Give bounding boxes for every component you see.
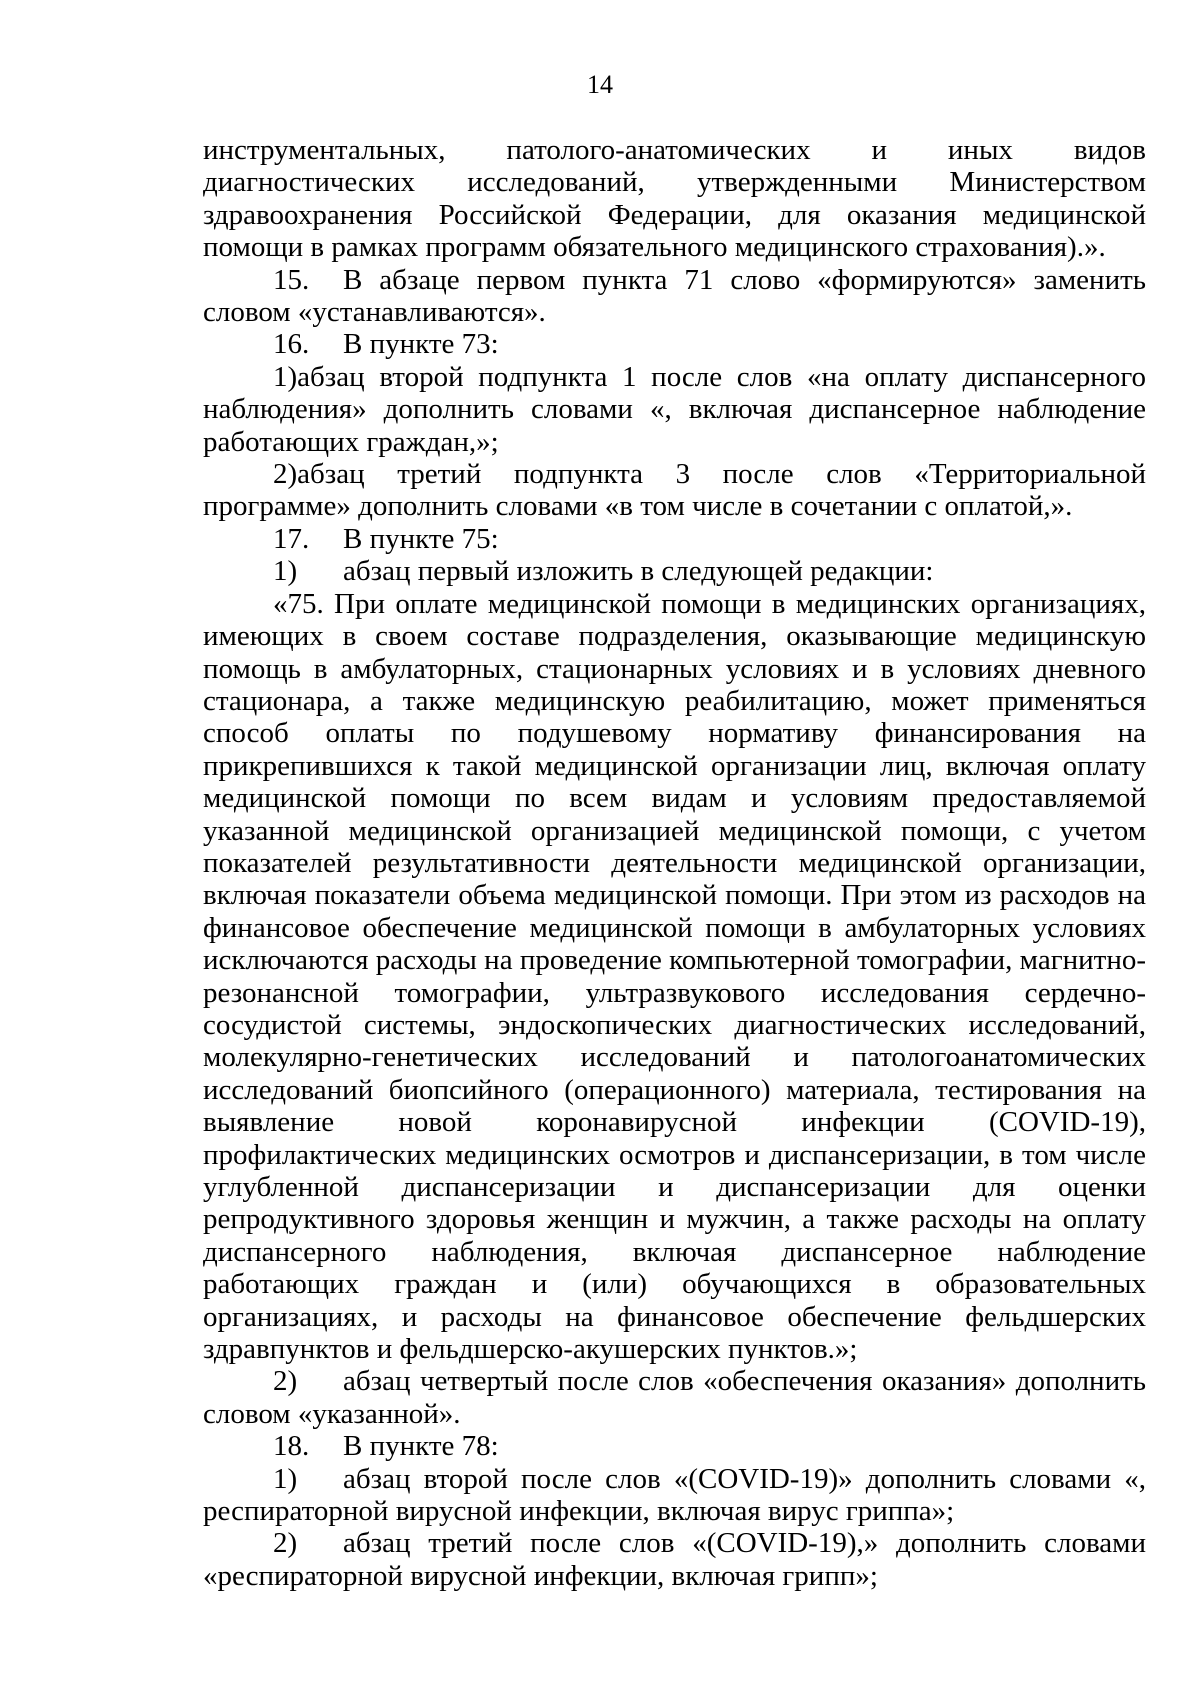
subparagraph-text: абзац третий подпункта 3 после слов «Территориальной программе» дополнить словами «в том числе в сочетании с оплатой,». bbox=[203, 458, 1146, 523]
subparagraph-number: 2) bbox=[273, 1527, 298, 1560]
subparagraph-17-1 bbox=[203, 555, 1146, 587]
paragraph-18 bbox=[203, 1430, 1146, 1462]
subparagraph-17-2 bbox=[203, 1365, 1146, 1430]
subparagraph-text: абзац второй после слов «(COVID-19)» дополнить словами «, респираторной вирусной инфекции, включая вирус гриппа»; bbox=[203, 1462, 1146, 1528]
paragraph-16 bbox=[203, 328, 1146, 360]
paragraph-text: В пункте 73: bbox=[343, 328, 499, 361]
subparagraph-16-2 bbox=[203, 458, 1146, 523]
subparagraph-text: абзац четвертый после слов «обеспечения оказания» дополнить словом «указанной». bbox=[203, 1365, 1146, 1430]
subparagraph-16-1 bbox=[203, 361, 1146, 458]
subparagraph-text: абзац второй подпункта 1 после слов «на оплату диспансерного наблюдения» дополнить словами «, включая диспансерное наблюдение работающих граждан,»; bbox=[203, 360, 1146, 458]
paragraph-number: 15. bbox=[273, 263, 310, 296]
paragraph-number: 16. bbox=[273, 328, 310, 361]
paragraph-75-new-wording: «75. При оплате медицинской помощи в медицинских организациях, имеющих в своем составе подразделения, оказывающие медицинскую помощь в амбулаторных, стационарных условиях и в условиях дневного стационара, а также медицинскую реабилитацию, может применяться способ оплаты по подушевому нормативу финансирования на прикрепившихся к такой медицинской организации лиц, включая оплату медицинской помощи по всем видам и условиям предоставляемой указанной медицинской организацией медицинской помощи, с учетом показателей результативности деятельности медицинской организации, включая показатели объема медицинской помощи. При этом из расходов на финансовое обеспечение медицинской помощи в амбулаторных условиях исключаются расходы на проведение компьютерной томографии, магнитно-резонансной томографии, ультразвукового исследования сердечно-сосудистой системы, эндоскопических диагностических исследований, молекулярно-генетических исследований и патологоанатомических исследований биопсийного (операционного) материала, тестирования на выявление новой коронавирусной инфекции (COVID-19), профилактических медицинских осмотров и диспансеризации, в том числе углубленной диспансеризации и диспансеризации для оценки репродуктивного здоровья женщин и мужчин, а также расходы на оплату диспансерного наблюдения, включая диспансерное наблюдение работающих граждан и (или) обучающихся в образовательных организациях, и расходы на финансовое обеспечение фельдшерских здравпунктов и фельдшерско-акушерских пунктов.»; bbox=[203, 587, 1146, 1366]
subparagraph-number: 2) bbox=[273, 458, 298, 491]
paragraph-intro: инструментальных, патолого-анатомических и иных видов диагностических исследований, утвержденными Министерством здравоохранения Российской Федерации, для оказания медицинской помощи в рамках программ обязательного медицинского страхования).». bbox=[203, 134, 1146, 264]
paragraph-number: 17. bbox=[273, 522, 310, 555]
subparagraph-text: абзац третий после слов «(COVID-19),» дополнить словами «респираторной вирусной инфекции, включая грипп»; bbox=[203, 1527, 1146, 1592]
paragraph-number: 18. bbox=[273, 1430, 310, 1463]
paragraph-text: В абзаце первом пункта 71 слово «формируются» заменить словом «устанавливаются». bbox=[203, 263, 1146, 329]
subparagraph-number: 1) bbox=[273, 555, 298, 588]
subparagraph-number: 1) bbox=[273, 360, 298, 393]
paragraph-text: В пункте 75: bbox=[343, 522, 499, 555]
subparagraph-text: абзац первый изложить в следующей редакции: bbox=[343, 555, 934, 588]
paragraph-15 bbox=[203, 264, 1146, 329]
paragraph-text: В пункте 78: bbox=[343, 1430, 499, 1463]
subparagraph-18-1 bbox=[203, 1463, 1146, 1528]
subparagraph-18-2 bbox=[203, 1527, 1146, 1592]
page-number: 14 bbox=[587, 70, 613, 99]
document-body bbox=[203, 134, 1146, 1592]
paragraph-17 bbox=[203, 523, 1146, 555]
subparagraph-number: 1) bbox=[273, 1462, 298, 1495]
subparagraph-number: 2) bbox=[273, 1365, 298, 1398]
